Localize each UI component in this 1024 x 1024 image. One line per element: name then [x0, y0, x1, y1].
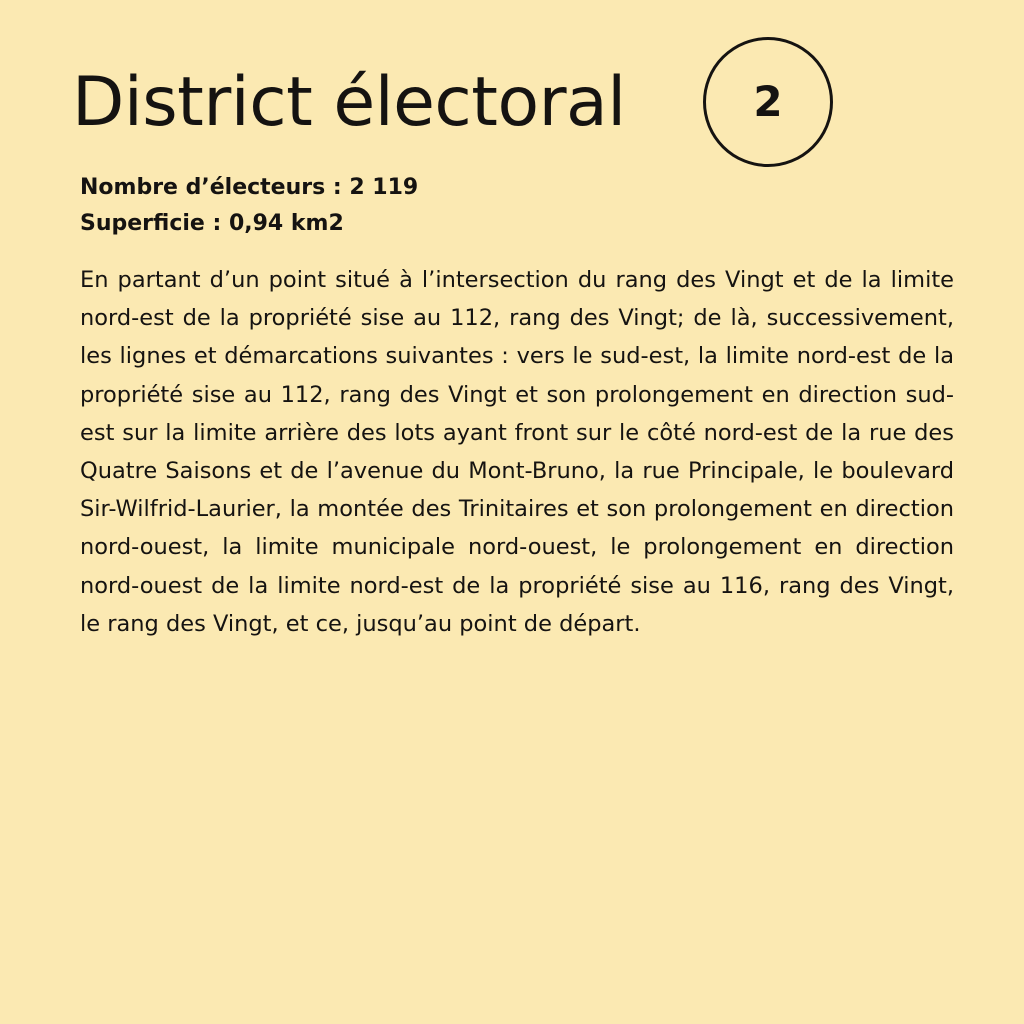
district-number-badge: 2 — [703, 37, 833, 167]
area-value: Superficie : 0,94 km2 — [80, 211, 344, 236]
electors-count: Nombre d’électeurs : 2 119 — [80, 175, 419, 200]
boundary-description: En partant d’un point situé à l’intersection du rang des Vingt et de la limite nord-est de la propriété sise au 112, rang des Vingt; de là, successivement, les lignes et démarcations suivantes : vers le sud-est, la limite nord-est de la propriété sise au 112, rang des Vingt et son prolongement en direction sud-est sur la limite arrière des lots ayant front sur le côté nord-est de la rue des Quatre Saisons et de l’avenue du Mont-Bruno, la rue Principale, le boulevard Sir-Wilfrid-Laurier, la montée des Trinitaires et son prolongement en direction nord-ouest, la limite municipale nord-ouest, le prolongement en direction nord-ouest de la limite nord-est de la propriété sise au 116, rang des Vingt, le rang des Vingt, et ce, jusqu’au point de départ. — [80, 267, 954, 637]
page-title: District électoral — [72, 63, 626, 142]
district-stats — [80, 170, 950, 242]
